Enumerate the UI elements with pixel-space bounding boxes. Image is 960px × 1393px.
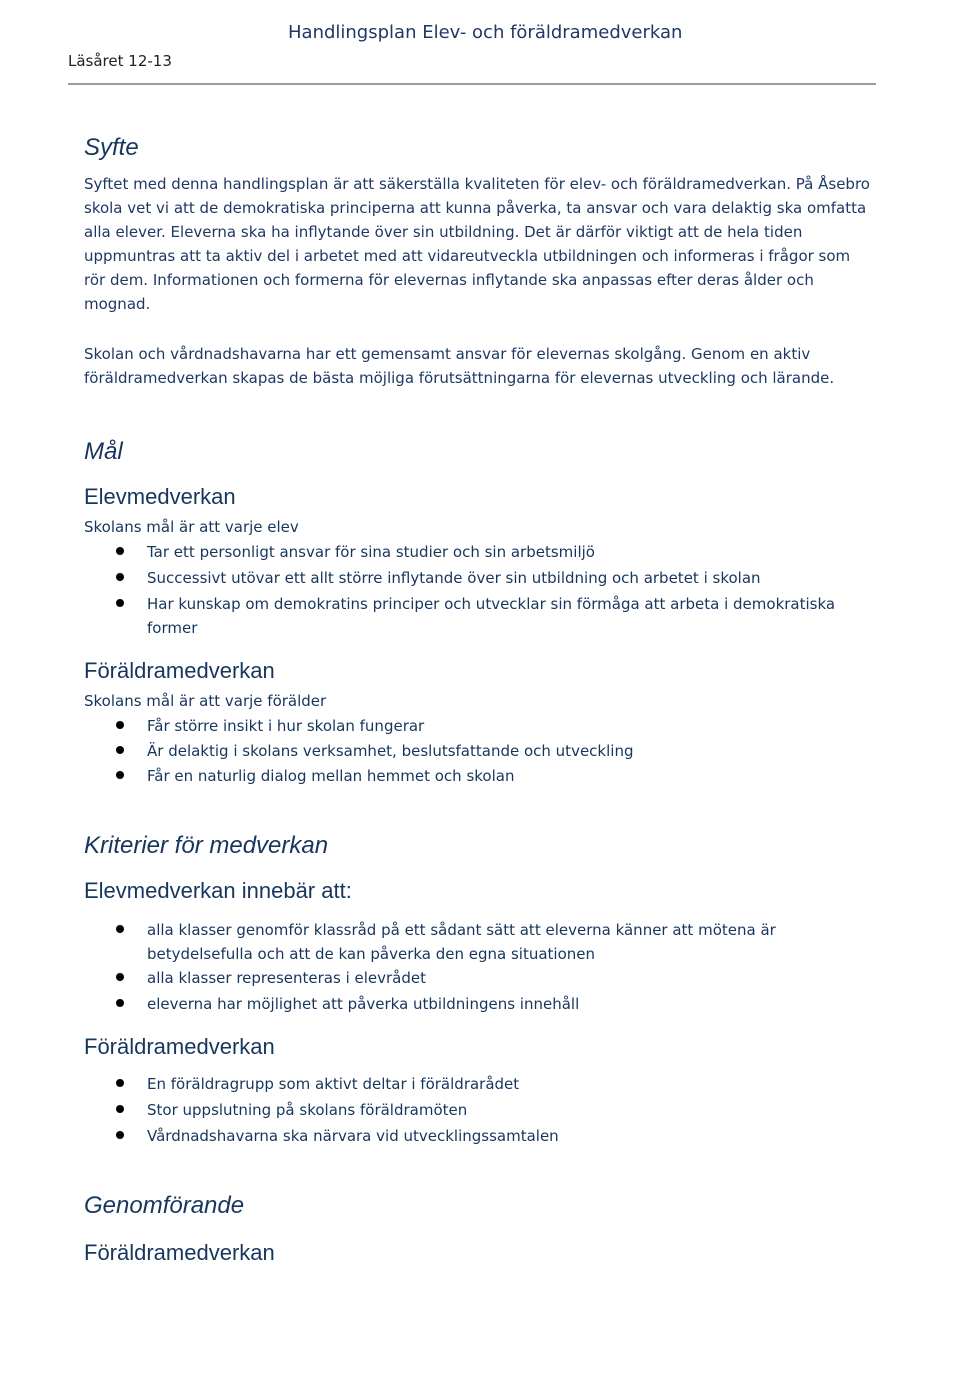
mal-elev-list [84, 540, 874, 640]
list-item: Successivt utövar ett allt större inflytande över sin utbildning och arbetet i skolan [84, 566, 874, 590]
list-item: alla klasser genomför klassråd på ett sådant sätt att eleverna känner att mötena är betydelsefulla och att de kan påverka den egna situationen [84, 918, 874, 966]
heading-genomforande-foraldramedverkan: Föräldramedverkan [84, 1240, 275, 1265]
heading-kriterier-elevmedverkan: Elevmedverkan innebär att: [84, 878, 352, 903]
list-item: Är delaktig i skolans verksamhet, beslutsfattande och utveckling [84, 739, 874, 763]
list-item: Stor uppslutning på skolans föräldramöten [84, 1098, 874, 1122]
mal-foraldra-list [84, 714, 874, 788]
list-item: Får större insikt i hur skolan fungerar [84, 714, 874, 738]
heading-kriterier: Kriterier för medverkan [84, 832, 329, 859]
heading-genomforande: Genomförande [84, 1192, 245, 1219]
document-title: Handlingsplan Elev- och föräldramedverkan [288, 22, 683, 43]
list-item: eleverna har möjlighet att påverka utbildningens innehåll [84, 992, 874, 1016]
list-item: Har kunskap om demokratins principer och utvecklar sin förmåga att arbeta i demokratiska former [84, 592, 874, 640]
document-body [84, 130, 874, 1266]
heading-syfte: Syfte [84, 134, 139, 161]
list-item: Får en naturlig dialog mellan hemmet och skolan [84, 764, 874, 788]
kriterier-elev-list [84, 918, 874, 1016]
list-item: alla klasser representeras i elevrådet [84, 966, 874, 990]
mal-foraldra-subheading: Skolans mål är att varje förälder [84, 692, 327, 710]
list-item: Tar ett personligt ansvar för sina studier och sin arbetsmiljö [84, 540, 874, 564]
heading-kriterier-foraldramedverkan: Föräldramedverkan [84, 1034, 275, 1059]
list-item: Vårdnadshavarna ska närvara vid utvecklingssamtalen [84, 1124, 874, 1148]
list-item: En föräldragrupp som aktivt deltar i föräldrarådet [84, 1072, 874, 1096]
header-divider [68, 83, 876, 85]
school-year-label: Läsåret 12-13 [68, 52, 172, 70]
kriterier-foraldra-list [84, 1072, 874, 1148]
syfte-paragraph-1: Syftet med denna handlingsplan är att säkerställa kvaliteten för elev- och föräldramedverkan. På Åsebro skola vet vi att de demokratiska principerna att kunna påverka, ta ansvar och vara delaktig ska omfatta alla elever. Eleverna ska ha inflytande över sin utbildning. Det är därför viktigt att de hela tiden uppmuntras att ta aktiv del i arbetet med att vidareutveckla utbildningen och informeras i frågor som rör dem. Informationen och formerna för elevernas inflytande ska anpassas efter deras ålder och mognad. [84, 175, 870, 313]
heading-mal: Mål [84, 438, 123, 465]
heading-mal-foraldramedverkan: Föräldramedverkan [84, 658, 275, 683]
mal-elev-subheading: Skolans mål är att varje elev [84, 518, 299, 536]
syfte-paragraph-2: Skolan och vårdnadshavarna har ett gemensamt ansvar för elevernas skolgång. Genom en aktiv föräldramedverkan skapas de bästa möjliga förutsättningarna för elevernas utveckling och lärande. [84, 345, 835, 387]
heading-mal-elevmedverkan: Elevmedverkan [84, 484, 236, 509]
